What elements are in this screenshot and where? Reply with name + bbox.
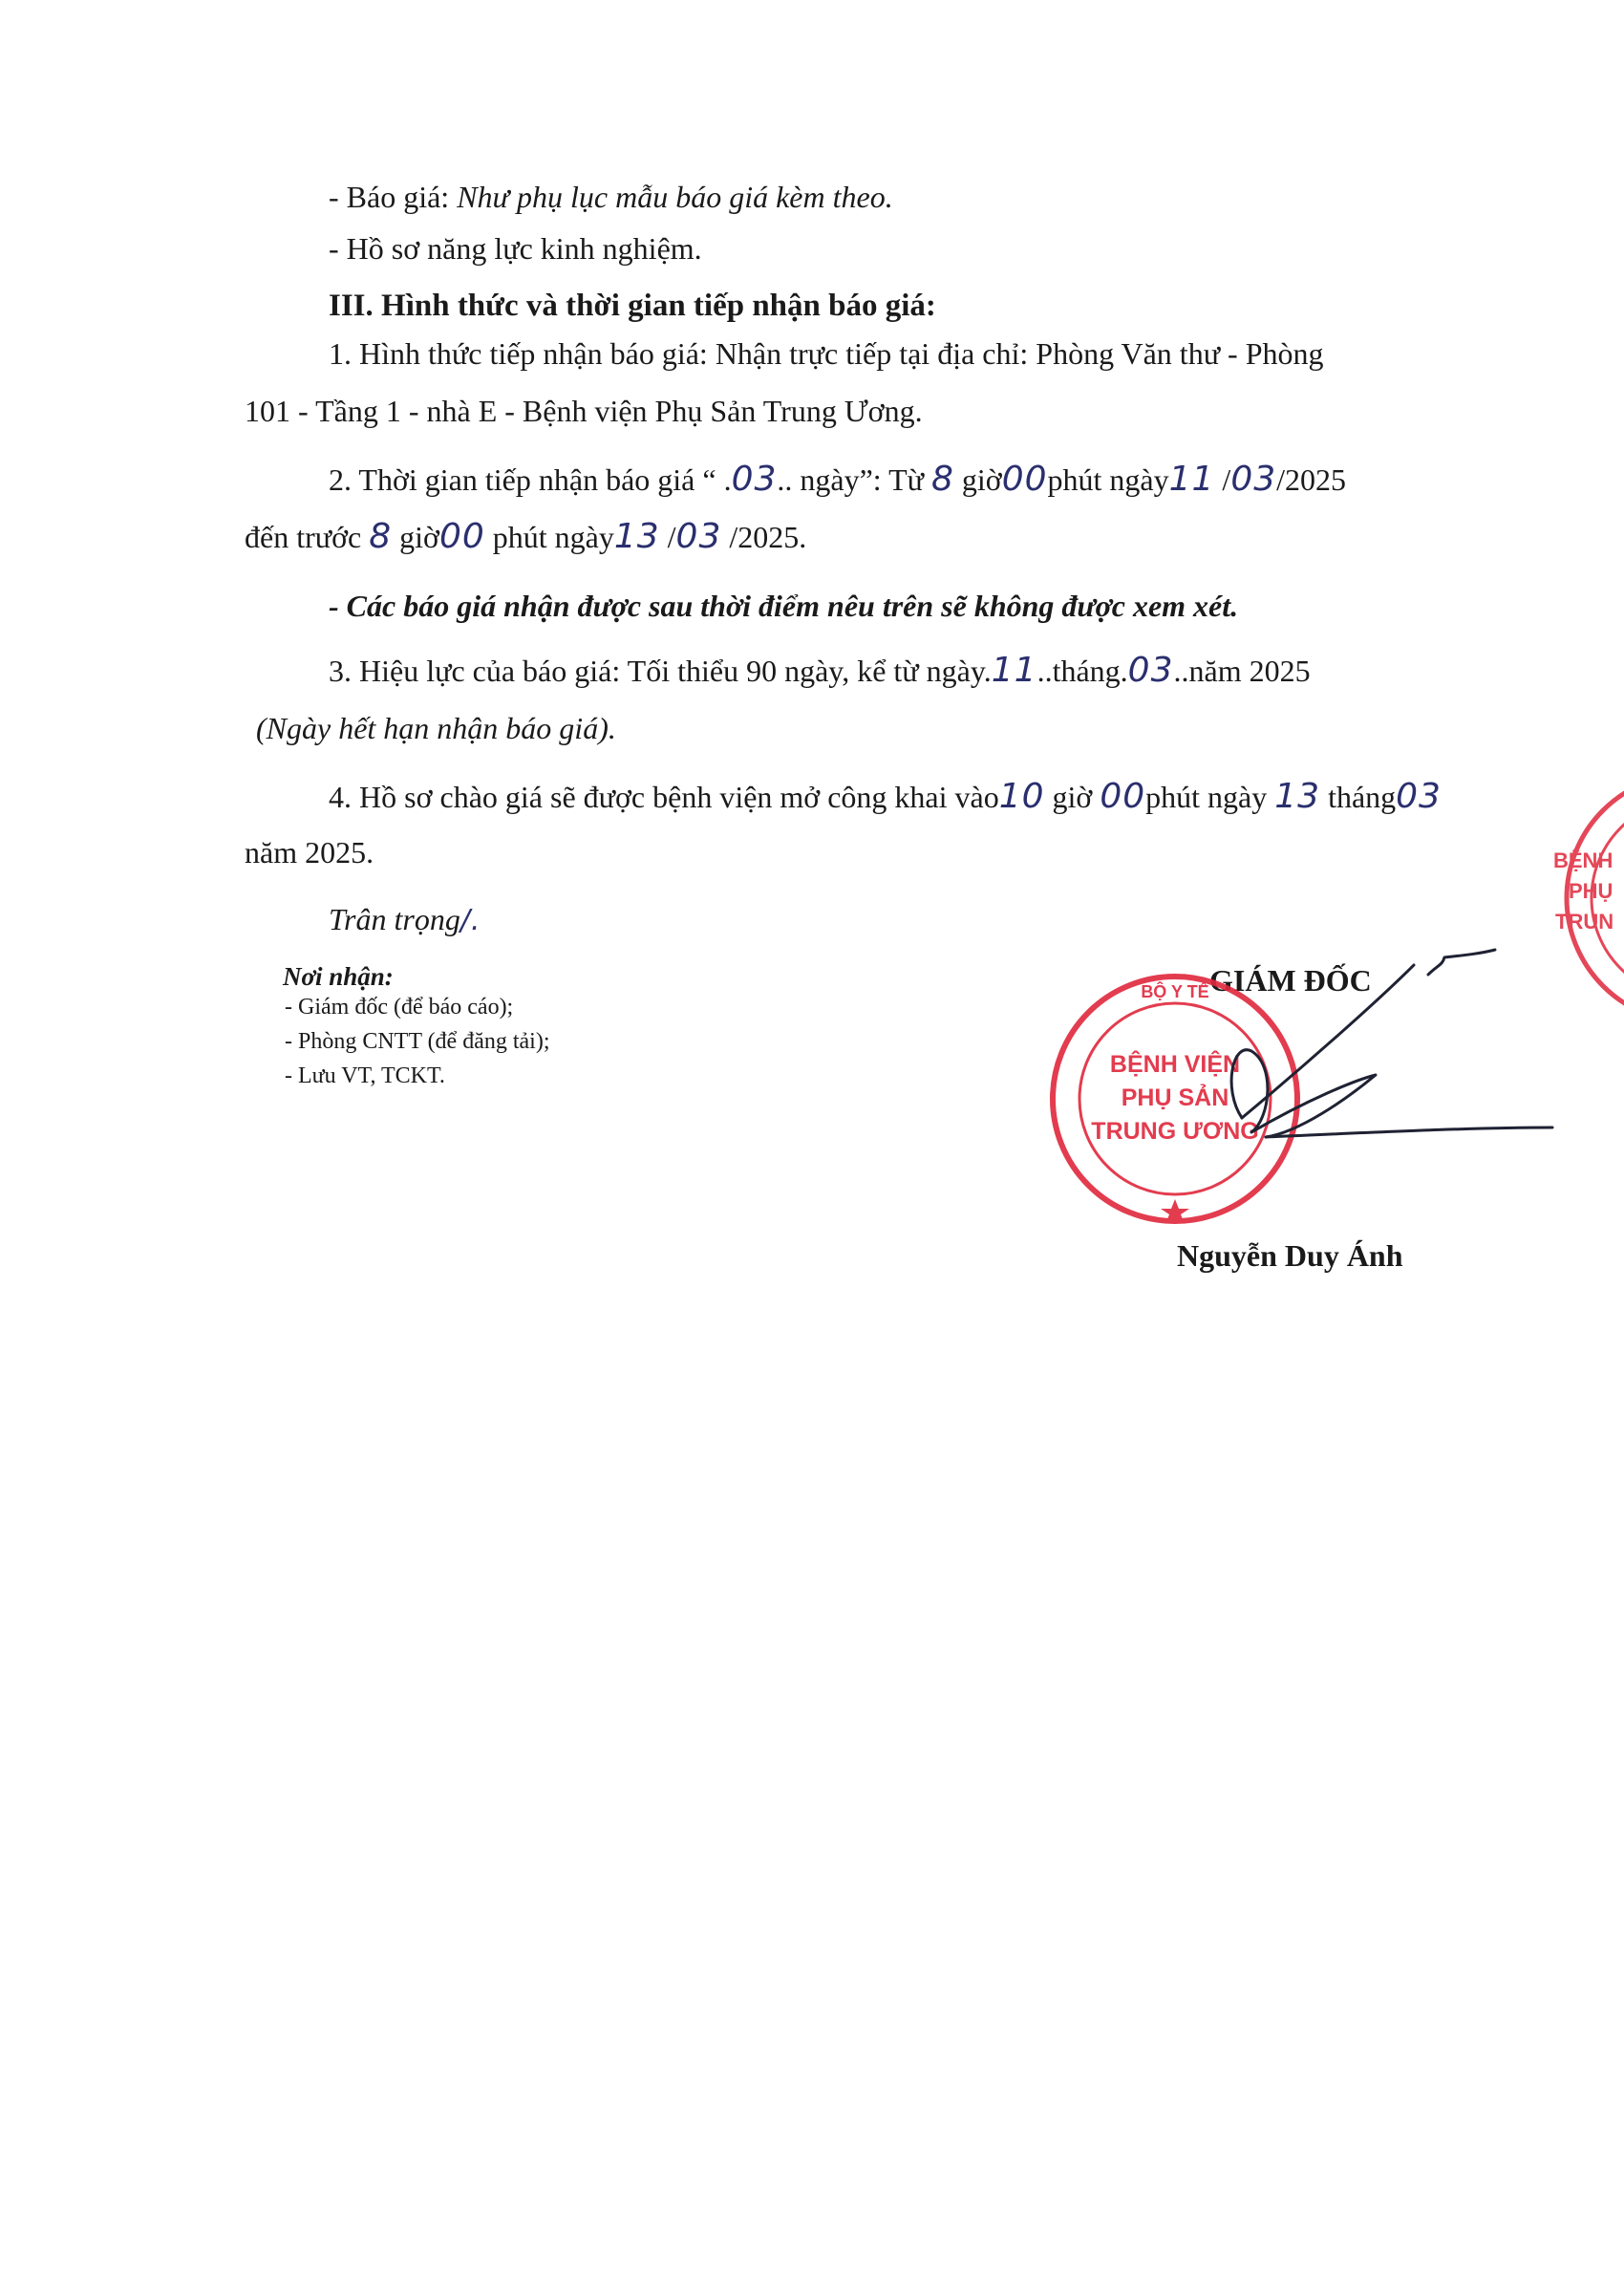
to-month-handwritten: 03 (675, 517, 722, 556)
item3-text-b: ..tháng. (1036, 654, 1128, 688)
section-title: III. Hình thức và thời gian tiếp nhận báo giá: (329, 289, 936, 323)
item2-l2-text-a: đến trước (245, 520, 370, 554)
item3-text-c: ..năm 2025 (1173, 654, 1311, 688)
days-handwritten: 03 (731, 460, 778, 499)
item2-text-c: giờ (953, 462, 1002, 497)
item3-note: (Ngày hết hạn nhận báo giá). (256, 711, 616, 745)
to-day-handwritten: 13 (613, 517, 660, 556)
bullet-bao-gia-value: Như phụ lục mẫu báo giá kèm theo. (457, 180, 893, 214)
from-min-handwritten: 00 (1001, 460, 1048, 499)
from-day-handwritten: 11 (1168, 460, 1215, 499)
recipients-title: Nơi nhận: (283, 962, 394, 991)
item4-line2: năm 2025. (245, 835, 374, 870)
item2-l2-text-c: phút ngày (484, 520, 614, 554)
signature-stroke (1231, 1050, 1376, 1137)
stamp-line1: BỆNH VIỆN (1109, 1051, 1241, 1078)
item4-min-handwritten: 00 (1100, 777, 1146, 816)
item1-line2: 101 - Tầng 1 - nhà E - Bệnh viện Phụ Sản Trung Ương. (245, 394, 923, 428)
item2-text-e: / (1214, 462, 1231, 497)
recipient-item: - Giám đốc (để báo cáo); (285, 995, 514, 1020)
item4-text-b: giờ (1044, 780, 1100, 814)
item4-text-d: tháng (1320, 780, 1397, 814)
bullet-bao-gia (329, 178, 893, 216)
item2-text-a: 2. Thời gian tiếp nhận báo giá “ . (329, 462, 732, 497)
item1-line1: 1. Hình thức tiếp nhận báo giá: Nhận trực tiếp tại địa chỉ: Phòng Văn thư - Phòng (329, 336, 1324, 371)
from-hour-handwritten: 8 (930, 460, 954, 499)
signature-stroke (1266, 1127, 1552, 1137)
edge-stamp-line3: TRUN (1555, 910, 1614, 934)
to-min-handwritten: 00 (438, 517, 485, 556)
item3-text-a: 3. Hiệu lực của báo giá: Tối thiểu 90 ngày, kể từ ngày. (329, 654, 992, 688)
item2-line1 (329, 461, 1346, 499)
item4-month-handwritten: 03 (1396, 777, 1442, 816)
item2-text-d: phút ngày (1047, 462, 1169, 497)
from-month-handwritten: 03 (1230, 460, 1277, 499)
item2-text-f: /2025 (1276, 462, 1347, 497)
item4-hour-handwritten: 10 (998, 777, 1045, 816)
signature-stroke (1428, 950, 1495, 975)
closing-text: Trân trọng (329, 902, 460, 936)
bullet-ho-so: - Hồ sơ năng lực kinh nghiệm. (329, 231, 702, 266)
to-hour-handwritten: 8 (369, 517, 393, 556)
item4-line1 (329, 778, 1442, 816)
item3-line1 (329, 652, 1311, 690)
bullet-bao-gia-label: - Báo giá: (329, 180, 458, 214)
signer-name: Nguyễn Duy Ánh (1177, 1238, 1403, 1273)
edge-stamp-line2: PHỤ (1569, 879, 1613, 903)
item2-l2-text-d: / (659, 520, 676, 554)
edge-stamp (1528, 755, 1624, 1041)
item3-day-handwritten: 11 (991, 651, 1037, 690)
item3-month-handwritten: 03 (1127, 651, 1174, 690)
item4-day-handwritten: 13 (1274, 777, 1321, 816)
item4-text-c: phút ngày (1145, 780, 1275, 814)
closing-initials-handwritten: /. (459, 904, 481, 937)
closing (329, 900, 481, 940)
stamp-line2: PHỤ SẢN (1121, 1084, 1229, 1111)
item2-line2 (245, 518, 806, 556)
item4-text-a: 4. Hồ sơ chào giá sẽ được bệnh viện mở công khai vào (329, 780, 999, 814)
edge-stamp-line1: BỆNH (1553, 848, 1613, 872)
signature (1185, 936, 1567, 1166)
recipient-item: - Lưu VT, TCKT. (285, 1063, 445, 1088)
signer-title: GIÁM ĐỐC (1209, 963, 1372, 998)
item2-text-b: .. ngày”: Từ (777, 462, 931, 497)
stamp-ring-top: BỘ Y TẾ (1141, 982, 1209, 1001)
recipient-item: - Phòng CNTT (để đăng tải); (285, 1029, 550, 1054)
late-note: - Các báo giá nhận được sau thời điểm nêu trên sẽ không được xem xét. (329, 589, 1239, 623)
item2-l2-text-e: /2025. (721, 520, 807, 554)
item2-l2-text-b: giờ (392, 520, 439, 554)
stamp-line3: TRUNG ƯƠNG (1091, 1118, 1259, 1145)
